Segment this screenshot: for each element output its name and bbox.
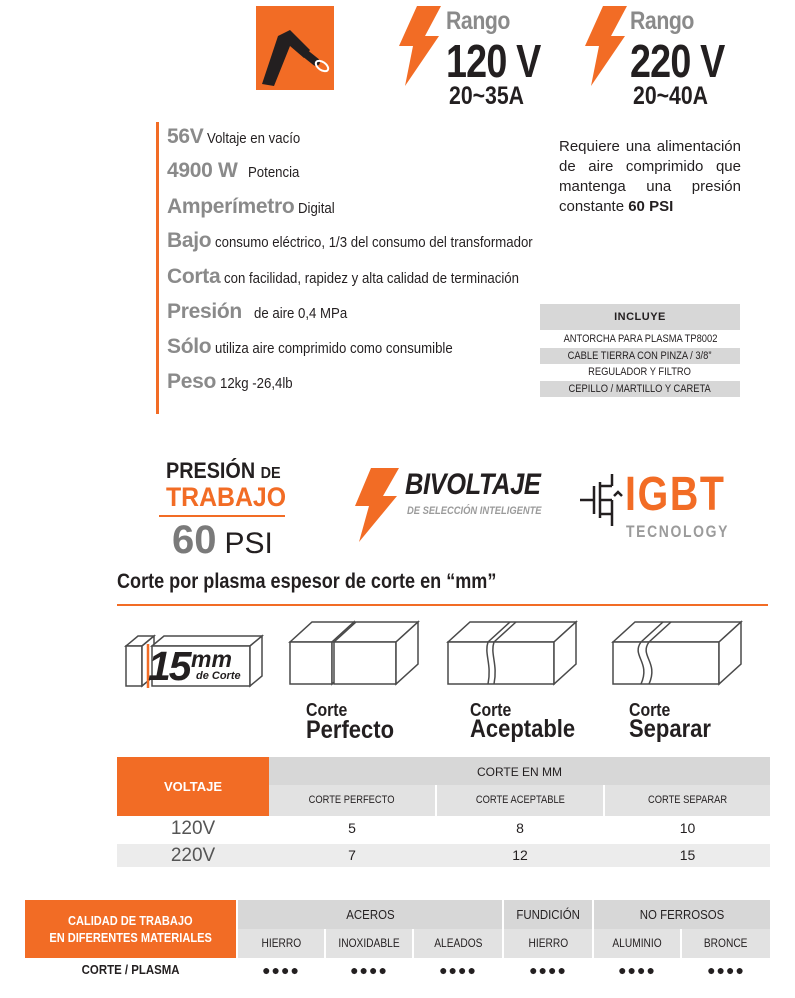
spec-desc: consumo eléctrico, 1/3 del consumo del transformador bbox=[215, 234, 534, 251]
pressure-value: 60 PSI bbox=[172, 518, 273, 562]
air-requirement-note bbox=[559, 137, 741, 217]
cut-type-label: Corte bbox=[470, 700, 512, 720]
includes-title: INCLUYE bbox=[540, 304, 740, 330]
includes-item: REGULADOR Y FILTRO bbox=[588, 366, 692, 378]
spec-key: 56V bbox=[167, 125, 204, 148]
spec-line bbox=[167, 300, 360, 330]
range-label-220: Rango bbox=[630, 7, 694, 35]
table-row bbox=[117, 844, 770, 867]
quality-row-label: CORTE / PLASMA bbox=[81, 962, 180, 977]
spec-line bbox=[167, 335, 485, 365]
spec-line bbox=[167, 370, 303, 400]
igbt-subtitle: TECNOLOGY bbox=[626, 522, 730, 541]
spec-desc: Digital bbox=[298, 200, 336, 217]
spec-key: Peso bbox=[167, 370, 216, 393]
rating-dots: ●●●● bbox=[262, 962, 300, 978]
spec-line bbox=[167, 195, 340, 225]
perfect-cut-icon bbox=[288, 620, 420, 686]
cut-type-label: Corte bbox=[629, 700, 671, 720]
cell-value: 7 bbox=[348, 847, 356, 863]
spec-line bbox=[167, 125, 313, 155]
material-group-header: FUNDICIÓN bbox=[504, 900, 592, 929]
cell-value: 5 bbox=[348, 820, 356, 836]
requirement-text: Requiere una alimentación de aire comprimido que mantenga una presión constante bbox=[559, 138, 741, 215]
cut-type-label: Corte bbox=[306, 700, 348, 720]
material-column-header: HIERRO bbox=[504, 929, 592, 958]
voltage-header: VOLTAJE bbox=[117, 757, 269, 816]
spec-line bbox=[167, 229, 576, 259]
cut-group-header: CORTE EN MM bbox=[476, 765, 563, 779]
spec-desc: utiliza aire comprimido como consumible bbox=[215, 340, 453, 357]
igbt-title: IGBT bbox=[625, 468, 726, 521]
pressure-badge-line2: TRABAJO bbox=[166, 482, 287, 512]
range-label-120: Rango bbox=[446, 7, 510, 35]
acceptable-cut-icon bbox=[446, 620, 578, 686]
transistor-icon bbox=[578, 472, 624, 528]
material-column-header: INOXIDABLE bbox=[326, 929, 412, 958]
spec-desc: Potencia bbox=[247, 164, 299, 181]
spec-desc: con facilidad, rapidez y alta calidad de terminación bbox=[224, 270, 520, 287]
section-title: Corte por plasma espesor de corte en “mm” bbox=[117, 570, 497, 593]
pressure-unit: PSI bbox=[224, 527, 273, 560]
rating-dots: ●●●● bbox=[618, 962, 656, 978]
plasma-torch-icon bbox=[256, 6, 334, 90]
spec-key: Presión bbox=[167, 300, 242, 323]
lightning-icon bbox=[583, 6, 627, 86]
material-column-header: HIERRO bbox=[238, 929, 324, 958]
material-column-header: ALEADOS bbox=[414, 929, 502, 958]
spec-key: Corta bbox=[167, 265, 221, 288]
spec-key: 4900 W bbox=[167, 159, 238, 182]
spec-desc: Voltaje en vacío bbox=[207, 130, 301, 147]
rating-dots: ●●●● bbox=[350, 962, 388, 978]
spec-line bbox=[167, 265, 560, 295]
row-voltage: 120V bbox=[170, 818, 216, 839]
lightning-icon bbox=[397, 6, 441, 86]
cell-value: 15 bbox=[679, 847, 696, 863]
range-voltage-220: 220 V bbox=[630, 35, 725, 87]
lightning-icon bbox=[353, 468, 399, 542]
range-amps-220: 20~40A bbox=[633, 82, 709, 110]
material-column-header: ALUMINIO bbox=[594, 929, 680, 958]
row-voltage: 220V bbox=[170, 845, 216, 866]
table-row bbox=[117, 817, 770, 840]
column-header: CORTE ACEPTABLE bbox=[437, 785, 603, 816]
rating-dots: ●●●● bbox=[439, 962, 477, 978]
thickness-value: 15 bbox=[148, 643, 190, 689]
thickness-caption: de Corte bbox=[196, 670, 241, 682]
rating-dots: ●●●● bbox=[529, 962, 567, 978]
includes-item: ANTORCHA PARA PLASMA TP8002 bbox=[563, 333, 717, 345]
spec-accent-bar bbox=[156, 122, 159, 414]
column-header: CORTE PERFECTO bbox=[269, 785, 435, 816]
separation-cut-icon bbox=[611, 620, 743, 686]
includes-item: CABLE TIERRA CON PINZA / 3/8” bbox=[540, 348, 740, 364]
cell-value: 10 bbox=[679, 820, 696, 836]
torch-icon-box bbox=[256, 6, 334, 90]
spec-key: Amperímetro bbox=[167, 195, 295, 218]
spec-key: Bajo bbox=[167, 229, 212, 252]
quality-header: CALIDAD DE TRABAJO EN DIFERENTES MATERIALES bbox=[25, 900, 236, 958]
material-group-header: NO FERROSOS bbox=[594, 900, 770, 929]
pressure-divider bbox=[159, 515, 285, 517]
rating-dots: ●●●● bbox=[707, 962, 745, 978]
thickness-unit: mm bbox=[191, 646, 232, 672]
spec-key: Sólo bbox=[167, 335, 212, 358]
spec-desc: de aire 0,4 MPa bbox=[253, 305, 348, 322]
section-divider bbox=[117, 604, 768, 606]
spec-desc: 12kg -26,4lb bbox=[220, 375, 293, 392]
cut-type-name: Perfecto bbox=[306, 716, 395, 744]
range-amps-120: 20~35A bbox=[449, 82, 525, 110]
material-group-header: ACEROS bbox=[238, 900, 502, 929]
cut-type-name: Separar bbox=[629, 715, 711, 743]
range-voltage-120: 120 V bbox=[446, 35, 541, 87]
cell-value: 12 bbox=[512, 847, 528, 863]
pressure-badge-line1: PRESIÓN DE bbox=[166, 458, 281, 483]
cell-value: 8 bbox=[516, 820, 524, 836]
cut-type-name: Aceptable bbox=[470, 715, 576, 743]
column-header: CORTE SEPARAR bbox=[605, 785, 770, 816]
material-column-header: BRONCE bbox=[682, 929, 770, 958]
bivoltaje-subtitle: DE SELECCIÓN INTELIGENTE bbox=[407, 505, 542, 517]
requirement-pressure: 60 PSI bbox=[628, 198, 674, 215]
bivoltaje-title: BIVOLTAJE bbox=[405, 468, 541, 501]
includes-item: CEPILLO / MARTILLO Y CARETA bbox=[540, 381, 740, 397]
spec-line bbox=[167, 159, 306, 189]
